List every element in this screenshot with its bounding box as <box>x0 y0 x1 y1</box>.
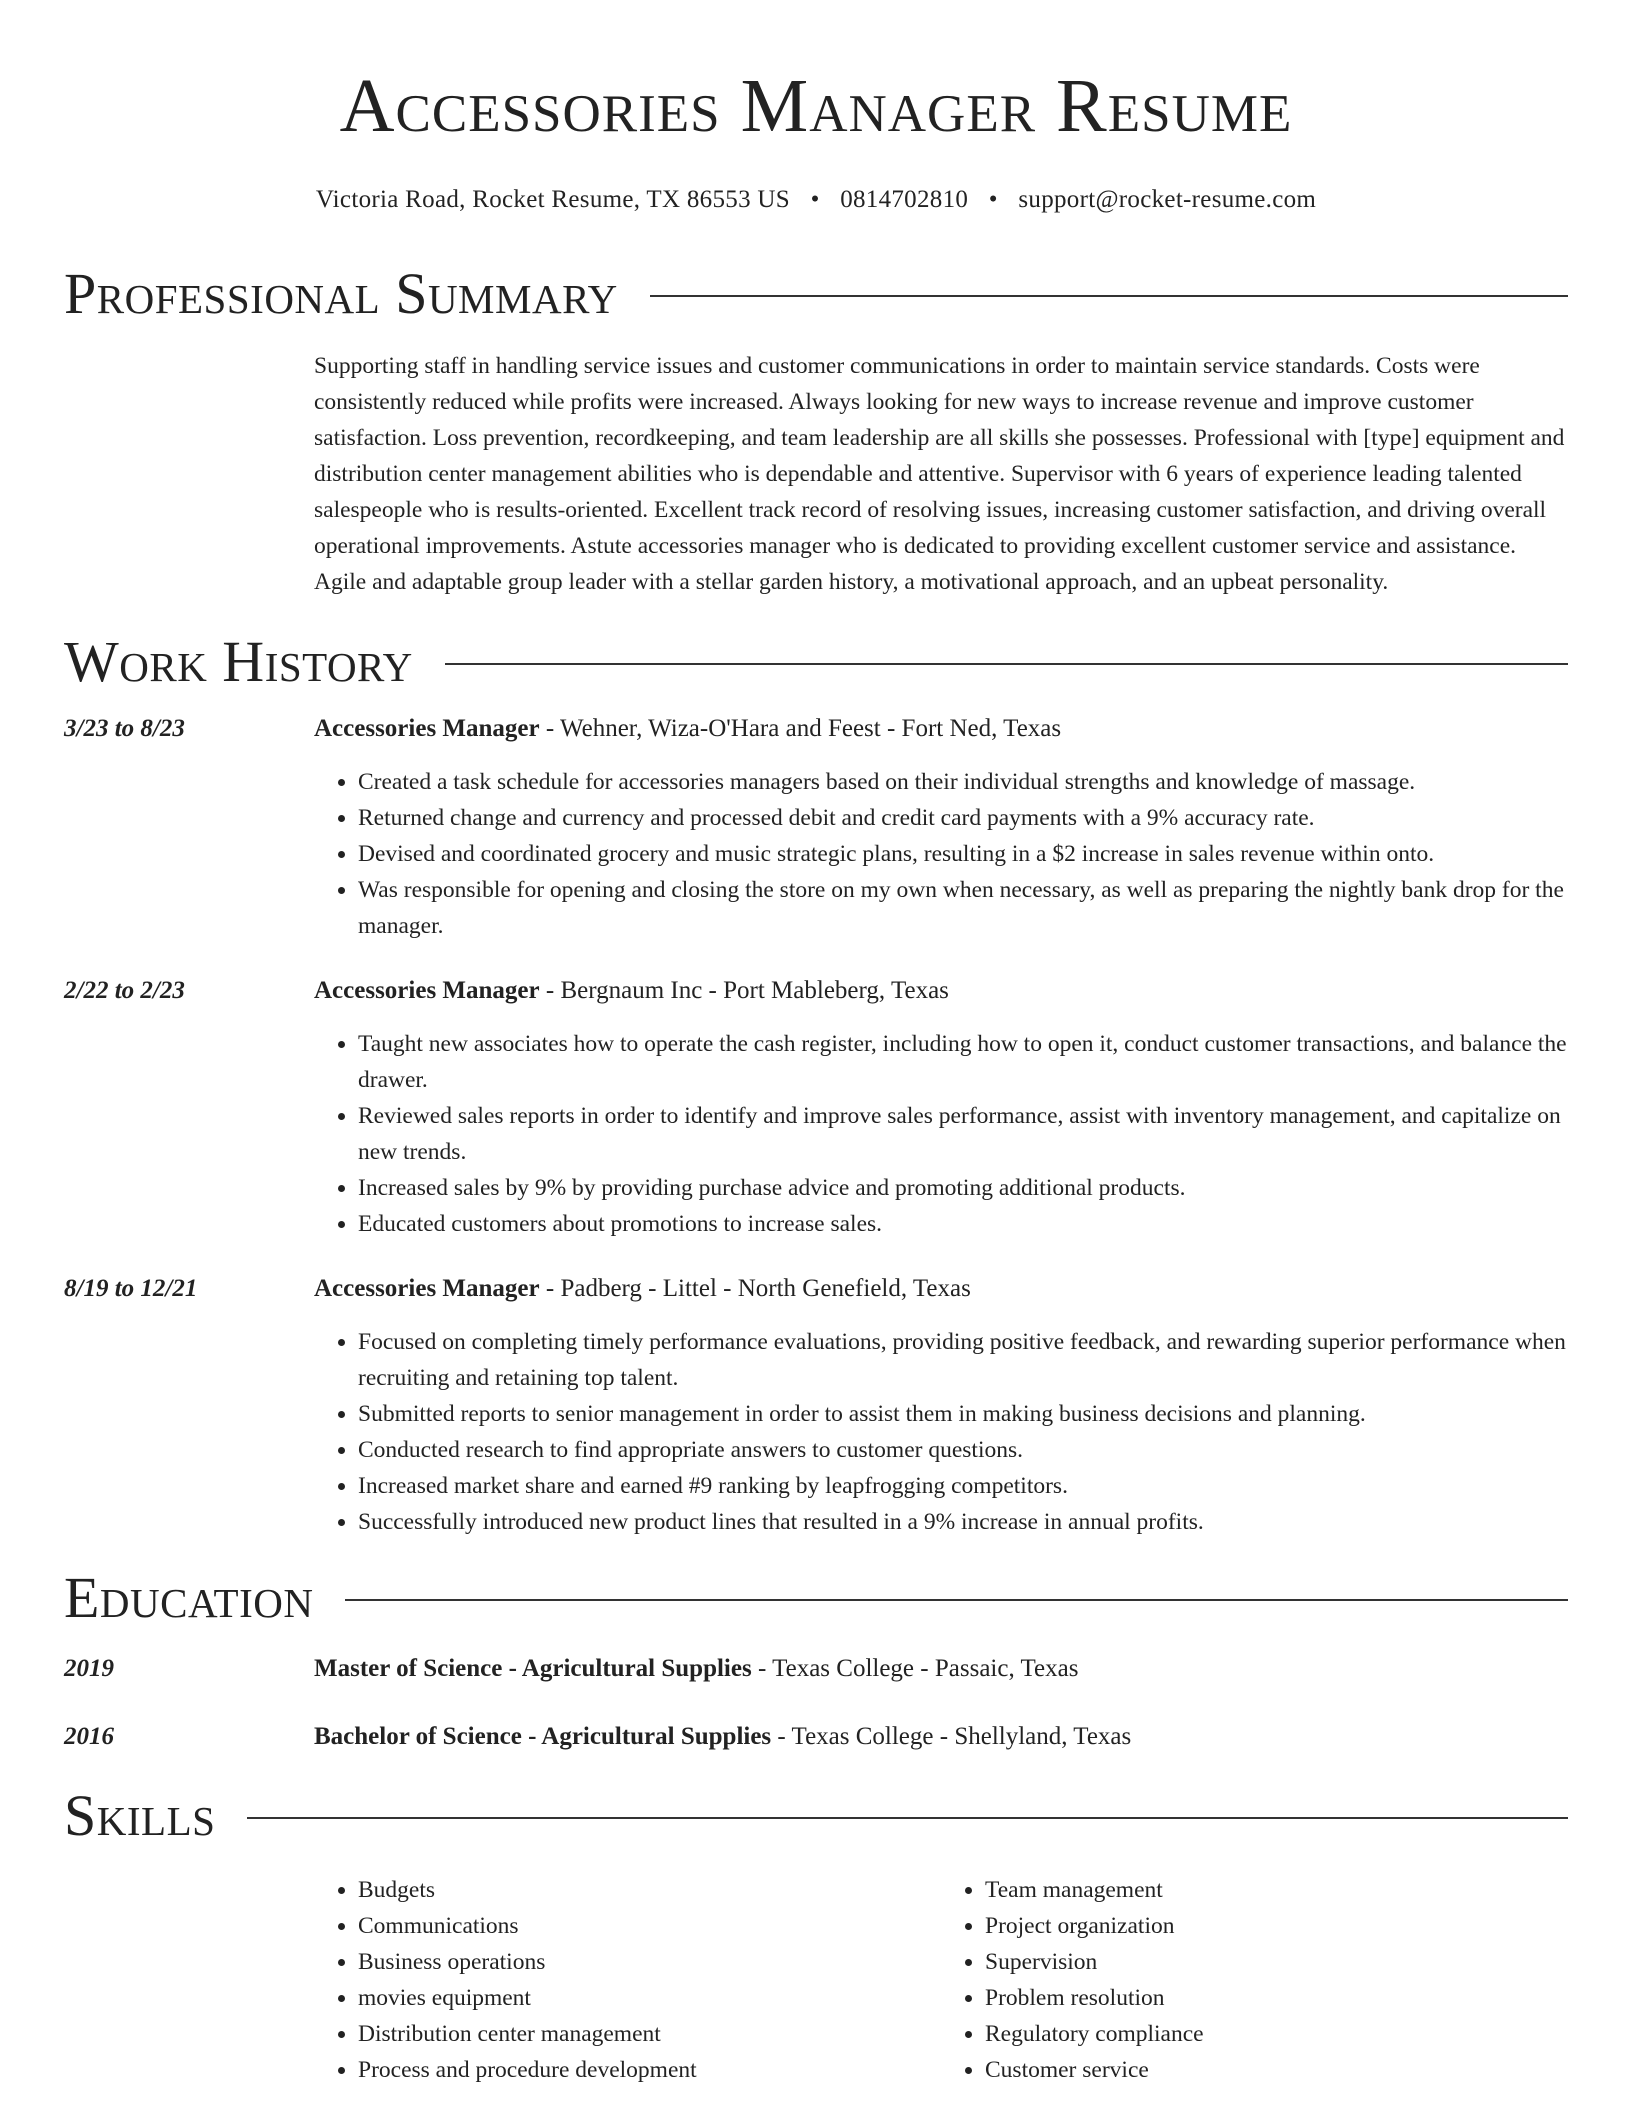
education-section-header <box>64 1566 1568 1630</box>
education-entry <box>64 1720 1568 1754</box>
job-employer: - Padberg - Littel - North Genefield, Texas <box>539 1275 971 1302</box>
job-heading <box>314 974 1568 1008</box>
skill-item: • Supervision <box>985 1944 1568 1980</box>
job-bullet: • Submitted reports to senior management in order to assist them in making business decisions and planning. <box>358 1396 1568 1432</box>
contact-address: Victoria Road, Rocket Resume, TX 86553 US <box>315 186 790 213</box>
skills-heading: Skills <box>64 1783 216 1848</box>
job-bullets <box>314 1026 1568 1242</box>
job-dates: 3/23 to 8/23 <box>64 715 185 742</box>
job-bullet: • Was responsible for opening and closing the store on my own when necessary, as well as preparing the nightly bank drop for the manager. <box>358 872 1568 944</box>
skills-column-left <box>314 1872 941 2088</box>
resume-title: Accessories Manager Resume <box>339 64 1293 148</box>
job-bullets <box>314 764 1568 944</box>
job-title: Accessories Manager <box>314 977 540 1004</box>
contact-separator: • <box>810 186 820 213</box>
education-entry <box>64 1652 1568 1686</box>
job-bullet: • Taught new associates how to operate the cash register, including how to open it, conduct customer transactions, and balance the drawer. <box>358 1026 1568 1098</box>
job-bullet: • Increased market share and earned #9 ranking by leapfrogging competitors. <box>358 1468 1568 1504</box>
skill-item: • Project organization <box>985 1908 1568 1944</box>
skills-section-header <box>64 1784 1568 1848</box>
contact-line <box>64 184 1568 216</box>
skills-list <box>314 1872 1568 2088</box>
job-bullet: • Educated customers about promotions to increase sales. <box>358 1206 1568 1242</box>
skill-item: • Business operations <box>358 1944 941 1980</box>
job-heading <box>314 1272 1568 1306</box>
job-bullet: • Successfully introduced new product lines that resulted in a 9% increase in annual profits. <box>358 1504 1568 1540</box>
summary-section-header <box>64 262 1568 326</box>
job-dates: 2/22 to 2/23 <box>64 977 185 1004</box>
job-entry <box>64 712 1568 944</box>
skill-item: • Communications <box>358 1908 941 1944</box>
job-bullet: • Focused on completing timely performance evaluations, providing positive feedback, and rewarding superior performance when recruiting and retaining top talent. <box>358 1324 1568 1396</box>
job-dates: 8/19 to 12/21 <box>64 1275 198 1302</box>
job-bullet: • Conducted research to find appropriate answers to customer questions. <box>358 1432 1568 1468</box>
job-bullet: • Devised and coordinated grocery and music strategic plans, resulting in a $2 increase in sales revenue within onto. <box>358 836 1568 872</box>
job-title: Accessories Manager <box>314 1275 540 1302</box>
contact-email[interactable]: support@rocket-resume.com <box>1018 186 1317 213</box>
job-heading <box>314 712 1568 746</box>
contact-phone: 0814702810 <box>840 186 969 213</box>
job-employer: - Bergnaum Inc - Port Mableberg, Texas <box>539 977 949 1004</box>
education-year: 2016 <box>64 1723 114 1750</box>
work-heading: Work History <box>64 629 413 694</box>
skill-item: • Regulatory compliance <box>985 2016 1568 2052</box>
education-year: 2019 <box>64 1655 114 1682</box>
job-bullets <box>314 1324 1568 1540</box>
skill-item: • Team management <box>985 1872 1568 1908</box>
section-divider <box>650 295 1568 297</box>
section-divider <box>445 663 1568 665</box>
education-heading: Education <box>64 1565 314 1630</box>
job-entry <box>64 974 1568 1242</box>
summary-heading: Professional Summary <box>64 261 618 326</box>
job-bullet: • Reviewed sales reports in order to identify and improve sales performance, assist with inventory management, and capitalize on new trends. <box>358 1098 1568 1170</box>
education-heading-line <box>314 1652 1568 1686</box>
education-school: - Texas College - Shellyland, Texas <box>771 1723 1132 1750</box>
work-history-list <box>64 712 1568 1540</box>
job-employer: - Wehner, Wiza-O'Hara and Feest - Fort Ned, Texas <box>539 715 1062 742</box>
skill-item: • Budgets <box>358 1872 941 1908</box>
work-section-header <box>64 630 1568 694</box>
education-degree: Bachelor of Science - Agricultural Supplies <box>314 1723 772 1750</box>
skills-column-right <box>941 1872 1568 2088</box>
section-divider <box>345 1599 1568 1601</box>
skill-item: • Problem resolution <box>985 1980 1568 2016</box>
contact-separator: • <box>988 186 998 213</box>
education-heading-line <box>314 1720 1568 1754</box>
job-bullet: • Increased sales by 9% by providing purchase advice and promoting additional products. <box>358 1170 1568 1206</box>
job-bullet: • Returned change and currency and processed debit and credit card payments with a 9% accuracy rate. <box>358 800 1568 836</box>
job-bullet: • Created a task schedule for accessories managers based on their individual strengths and knowledge of massage. <box>358 764 1568 800</box>
skill-item: • Customer service <box>985 2052 1568 2088</box>
section-divider <box>247 1817 1568 1819</box>
skill-item: • Distribution center management <box>358 2016 941 2052</box>
education-school: - Texas College - Passaic, Texas <box>751 1655 1079 1682</box>
skill-item: • movies equipment <box>358 1980 941 2016</box>
job-title: Accessories Manager <box>314 715 540 742</box>
education-degree: Master of Science - Agricultural Supplies <box>314 1655 752 1682</box>
job-entry <box>64 1272 1568 1540</box>
summary-text: Supporting staff in handling service issues and customer communications in order to maintain service standards. Costs were consistently reduced while profits were increased. Always looking for new ways to increase revenue and improve customer satisfaction. Loss prevention, recordkeeping, and team leadership are all skills she possesses. Professional with [type] equipment and distribution center management abilities who is dependable and attentive. Supervisor with 6 years of experience leading talented salespeople who is results-oriented. Excellent track record of resolving issues, increasing customer satisfaction, and driving overall operational improvements. Astute accessories manager who is dedicated to providing excellent customer service and assistance. Agile and adaptable group leader with a stellar garden history, a motivational approach, and an upbeat personality. <box>314 353 1565 595</box>
skill-item: • Process and procedure development <box>358 2052 941 2088</box>
